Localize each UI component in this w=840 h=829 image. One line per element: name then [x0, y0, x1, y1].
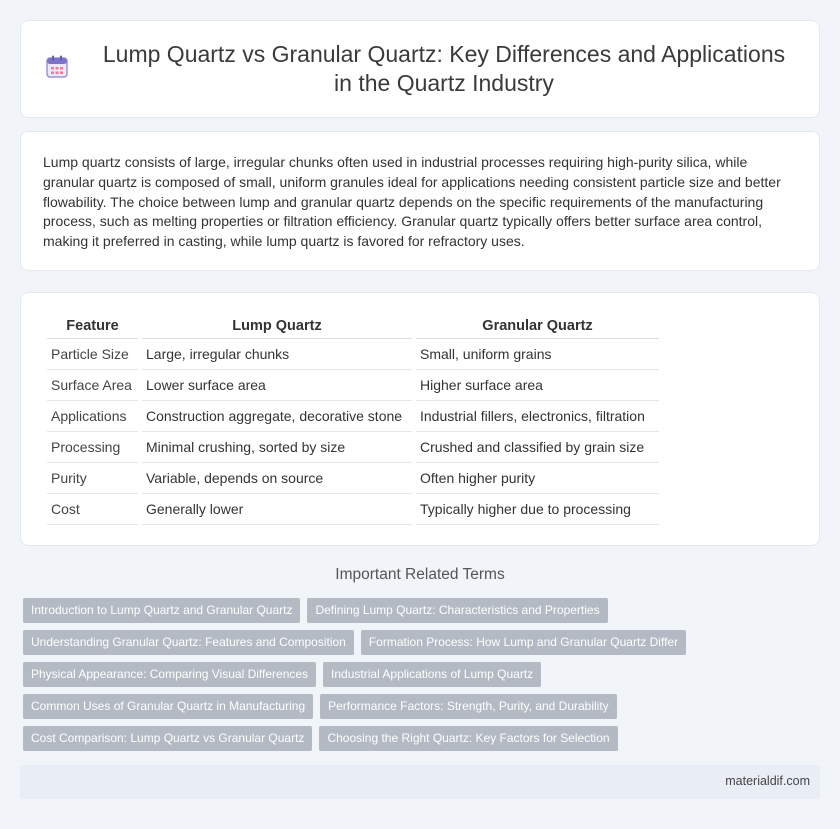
related-term-link[interactable]: Understanding Granular Quartz: Features and Composition	[23, 630, 354, 655]
table-cell: Typically higher due to processing	[416, 494, 659, 525]
footer	[20, 765, 820, 799]
related-term-link[interactable]: Physical Appearance: Comparing Visual Differences	[23, 662, 316, 687]
table-row	[47, 463, 659, 494]
table-cell: Crushed and classified by grain size	[416, 432, 659, 463]
related-term-link[interactable]: Defining Lump Quartz: Characteristics and Properties	[307, 598, 607, 623]
table-cell: Applications	[47, 401, 138, 432]
related-terms-list	[23, 598, 823, 758]
related-term-link[interactable]: Choosing the Right Quartz: Key Factors for Selection	[319, 726, 617, 751]
column-header-feature: Feature	[47, 311, 138, 339]
table-cell: Cost	[47, 494, 138, 525]
related-terms-title: Important Related Terms	[335, 566, 505, 583]
table-cell: Small, uniform grains	[416, 339, 659, 370]
comparison-card	[20, 292, 820, 546]
table-cell: Surface Area	[47, 370, 138, 401]
table-cell: Industrial fillers, electronics, filtration	[416, 401, 659, 432]
table-cell: Generally lower	[142, 494, 412, 525]
table-row	[47, 401, 659, 432]
table-cell: Lower surface area	[142, 370, 412, 401]
table-row	[47, 432, 659, 463]
table-cell: Particle Size	[47, 339, 138, 370]
comparison-table	[43, 311, 663, 525]
table-cell: Large, irregular chunks	[142, 339, 412, 370]
column-header-lump: Lump Quartz	[142, 311, 412, 339]
related-term-link[interactable]: Industrial Applications of Lump Quartz	[323, 662, 541, 687]
related-term-link[interactable]: Introduction to Lump Quartz and Granular Quartz	[23, 598, 300, 623]
related-term-link[interactable]: Common Uses of Granular Quartz in Manufacturing	[23, 694, 313, 719]
table-cell: Minimal crushing, sorted by size	[142, 432, 412, 463]
table-row	[47, 339, 659, 370]
column-header-granular: Granular Quartz	[416, 311, 659, 339]
table-cell: Higher surface area	[416, 370, 659, 401]
table-header-row	[47, 311, 659, 339]
table-cell: Often higher purity	[416, 463, 659, 494]
intro-paragraph: Lump quartz consists of large, irregular chunks often used in industrial processes requiring high-purity silica, while granular quartz is composed of small, uniform granules ideal for applications needing consistent particle size and better flowability. The choice between lump and granular quartz depends on the specific requirements of the manufacturing process, such as melting properties or filtration efficiency. Granular quartz typically offers better surface area control, making it preferred in casting, while lump quartz is favored for refractory uses.	[43, 154, 781, 250]
table-cell: Purity	[47, 463, 138, 494]
footer-site-name: materialdif.com	[725, 774, 810, 788]
table-cell: Variable, depends on source	[142, 463, 412, 494]
table-row	[47, 494, 659, 525]
table-cell: Construction aggregate, decorative stone	[142, 401, 412, 432]
table-cell: Processing	[47, 432, 138, 463]
header-card	[20, 20, 820, 118]
page-title: Lump Quartz vs Granular Quartz: Key Differences and Applications in the Quartz Industry	[102, 41, 786, 96]
related-term-link[interactable]: Cost Comparison: Lump Quartz vs Granular Quartz	[23, 726, 312, 751]
table-row	[47, 370, 659, 401]
calendar-icon	[44, 54, 70, 80]
related-term-link[interactable]: Formation Process: How Lump and Granular Quartz Differ	[361, 630, 686, 655]
intro-card	[20, 131, 820, 271]
related-term-link[interactable]: Performance Factors: Strength, Purity, and Durability	[320, 694, 617, 719]
